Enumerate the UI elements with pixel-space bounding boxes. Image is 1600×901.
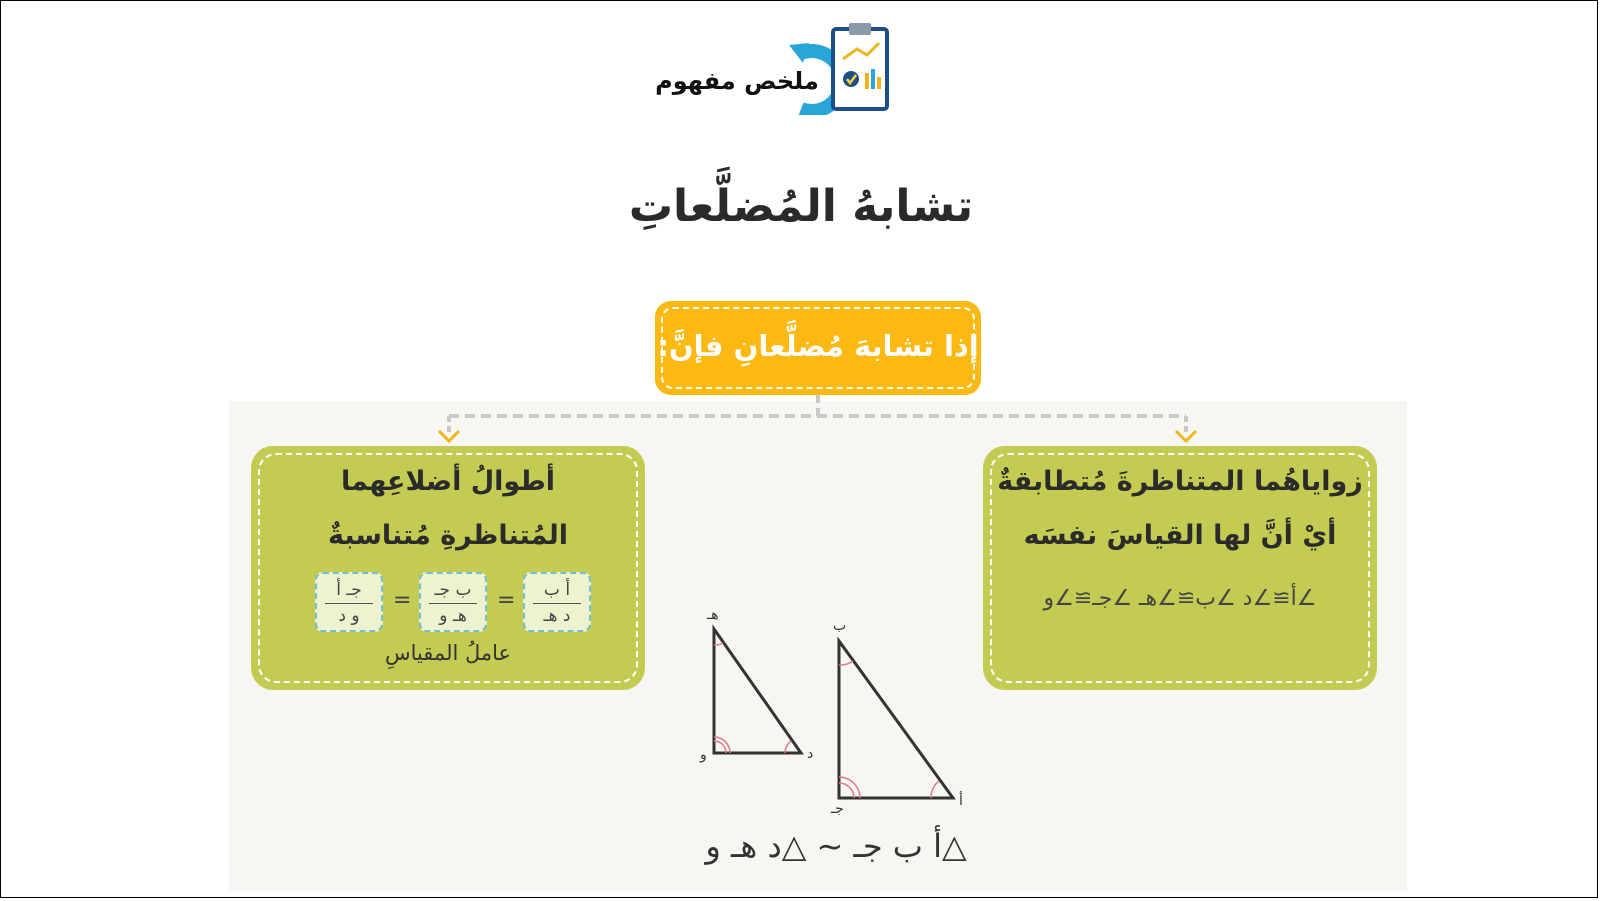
ratio-fraction-bc-ef: ب جـ هـ و	[419, 572, 487, 632]
similar-triangles-figure	[1, 1, 1600, 901]
ratio-fraction-ab-de: أ ب د هـ	[523, 572, 591, 632]
vertex-label-large-bottom-left: جـ	[831, 801, 844, 817]
condition-text: إذا تشابهَ مُضلَّعانِ فإنَّ:	[657, 329, 979, 363]
ratio-fraction-ca-fd: جـ أ و د	[315, 572, 383, 632]
vertex-label-small-top: هـ	[707, 607, 719, 623]
equals-sign: =	[393, 588, 412, 613]
scale-factor-label: عاملُ المقياسِ	[384, 641, 512, 665]
vertex-label-large-bottom-right: أ	[959, 793, 963, 809]
logo-text: ملخص مفهوم	[655, 67, 819, 95]
angles-line-2: أيْ أنَّ لها القياسَ نفسَه	[1023, 520, 1337, 551]
angle-congruence-statements: ∠أ≅∠د ∠ب≅∠هـ ∠جـ≅∠و	[1043, 586, 1317, 611]
angles-line-1: زواياهُما المتناظرةَ مُتطابقةٌ	[997, 466, 1363, 497]
page-title: تشابهُ المُضلَّعاتِ	[628, 181, 974, 232]
similarity-statement: △أ ب جـ ~ △د هـ و	[705, 827, 967, 865]
vertex-label-small-bottom-left: و	[700, 747, 707, 763]
small-triangle	[714, 629, 801, 753]
sides-line-1: أطوالُ أضلاعِهما	[340, 466, 556, 497]
vertex-label-large-top: ب	[833, 618, 847, 634]
sides-line-2: المُتناظرةِ مُتناسبةٌ	[327, 520, 569, 551]
equals-sign: =	[497, 588, 516, 613]
vertex-label-small-bottom-right: د	[807, 746, 814, 762]
large-triangle	[839, 641, 953, 798]
